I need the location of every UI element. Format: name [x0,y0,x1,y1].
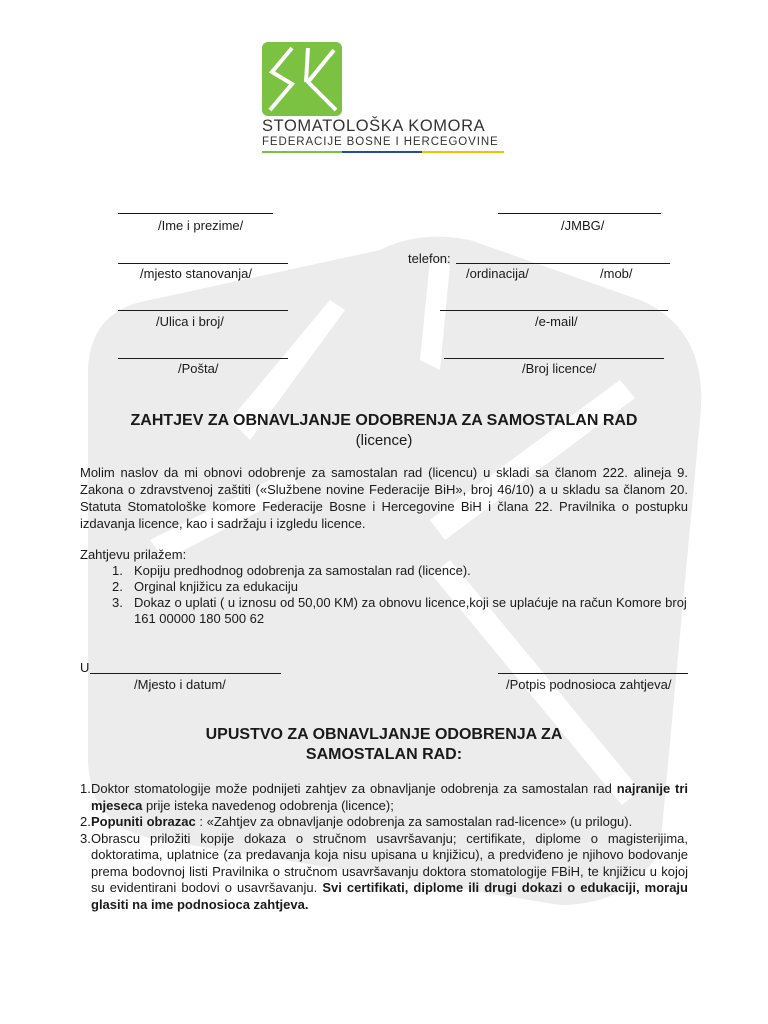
posta-line[interactable] [118,358,288,359]
email-label: /e-mail/ [535,314,578,329]
list-item: 1. Kopiju predhodnog odobrenja za samostalan rad (licence). [112,563,471,578]
request-title: ZAHTJEV ZA OBNAVLJANJE ODOBRENJA ZA SAMOSTALAN RAD [130,412,638,429]
ime-label: /Ime i prezime/ [158,218,244,233]
request-body: Molim naslov da mi obnovi odobrenje za samostalan rad (licencu) u skladi sa članom 222. alineja 9. Zakona o zdravstvenoj zaštiti («Službene novine Federacije BiH», broj 46/10) a u skladu sa članom 20. Statuta Stomatološke komore Federacije Bosne i Hercegovine BiH i člana 22. Pravilnika o postupku izdavanja licence, kao i sadržaju i izgledu licence. [80,465,688,531]
instructions-title-1: UPUSTVO ZA OBNAVLJANJE ODOBRENJA ZA [205,726,563,743]
brand-line-yellow [422,151,504,153]
mob-label: /mob/ [600,266,633,281]
ime-line[interactable] [118,213,273,214]
jmbg-line[interactable] [498,213,661,214]
list-item: 2. Popuniti obrazac : «Zahtjev za obnavljanje odobrenja za samostalan rad-licence» (u prilogu). [80,814,633,829]
list-item: 3. Dokaz o uplati ( u iznosu od 50,00 KM) za obnovu licence,koji se uplaćuje na račun Komore broj 161 00000 180 500 62 [112,595,687,626]
instructions-title-2: SAMOSTALAN RAD: [305,746,463,763]
org-name-line2: FEDERACIJE BOSNE I HERCEGOVINE [262,136,499,148]
attachments-list [112,563,692,627]
ulica-label: /Ulica i broj/ [156,314,224,329]
request-subtitle: (licence) [355,432,413,449]
mjesto-label: /mjesto stanovanja/ [140,266,253,281]
list-item: 1. Doktor stomatologije može podnijeti zahtjev za obnavljanje odobrenja za samostalan rad najranije tri mjeseca prije isteka navedenog odobrenja (licence); [80,781,688,813]
list-item: 2. Orginal knjižicu za edukaciju [112,579,299,594]
telefon-label: telefon: [408,251,451,266]
signature-line[interactable] [498,673,688,674]
ordinacija-label: /ordinacija/ [466,266,529,281]
telefon-line[interactable] [456,263,670,264]
signature-label: /Potpis podnosioca zahtjeva/ [506,677,672,692]
jmbg-label: /JMBG/ [561,218,605,233]
email-line[interactable] [440,310,668,311]
ulica-line[interactable] [118,310,288,311]
mjesto-line[interactable] [118,263,288,264]
logo-icon [262,42,342,116]
place-date-label: /Mjesto i datum/ [134,677,226,692]
licenca-line[interactable] [444,358,664,359]
list-item: 3. Obrascu priložiti kopije dokaza o stručnom usavršavanju; certifikate, diplome o magisterijima, doktoratima, uplatnice (za predavanja koja nisu upisana u knjižicu), a predviđeno je njihovo bodovanje prema bodovnoj listi Pravilnika o stručnom usavršavanju doktora stomatologije FBiH, te knjižicu u kojoj su evidentirani bodovi o usavršavanju. Svi certifikati, diplome ili drugi dokazi o edukaciji, moraju glasiti na ime podnosioca zahtjeva. [80,830,688,912]
place-date-line[interactable] [90,673,281,674]
org-name-line1: STOMATOLOŠKA KOMORA [262,117,486,135]
posta-label: /Pošta/ [178,361,219,376]
brand-line-blue [342,151,422,153]
attach-label: Zahtjevu prilažem: [80,547,187,562]
instructions-list [80,781,688,913]
brand-line-green [262,151,342,153]
licenca-label: /Broj licence/ [522,361,597,376]
place-prefix: U [80,660,90,675]
